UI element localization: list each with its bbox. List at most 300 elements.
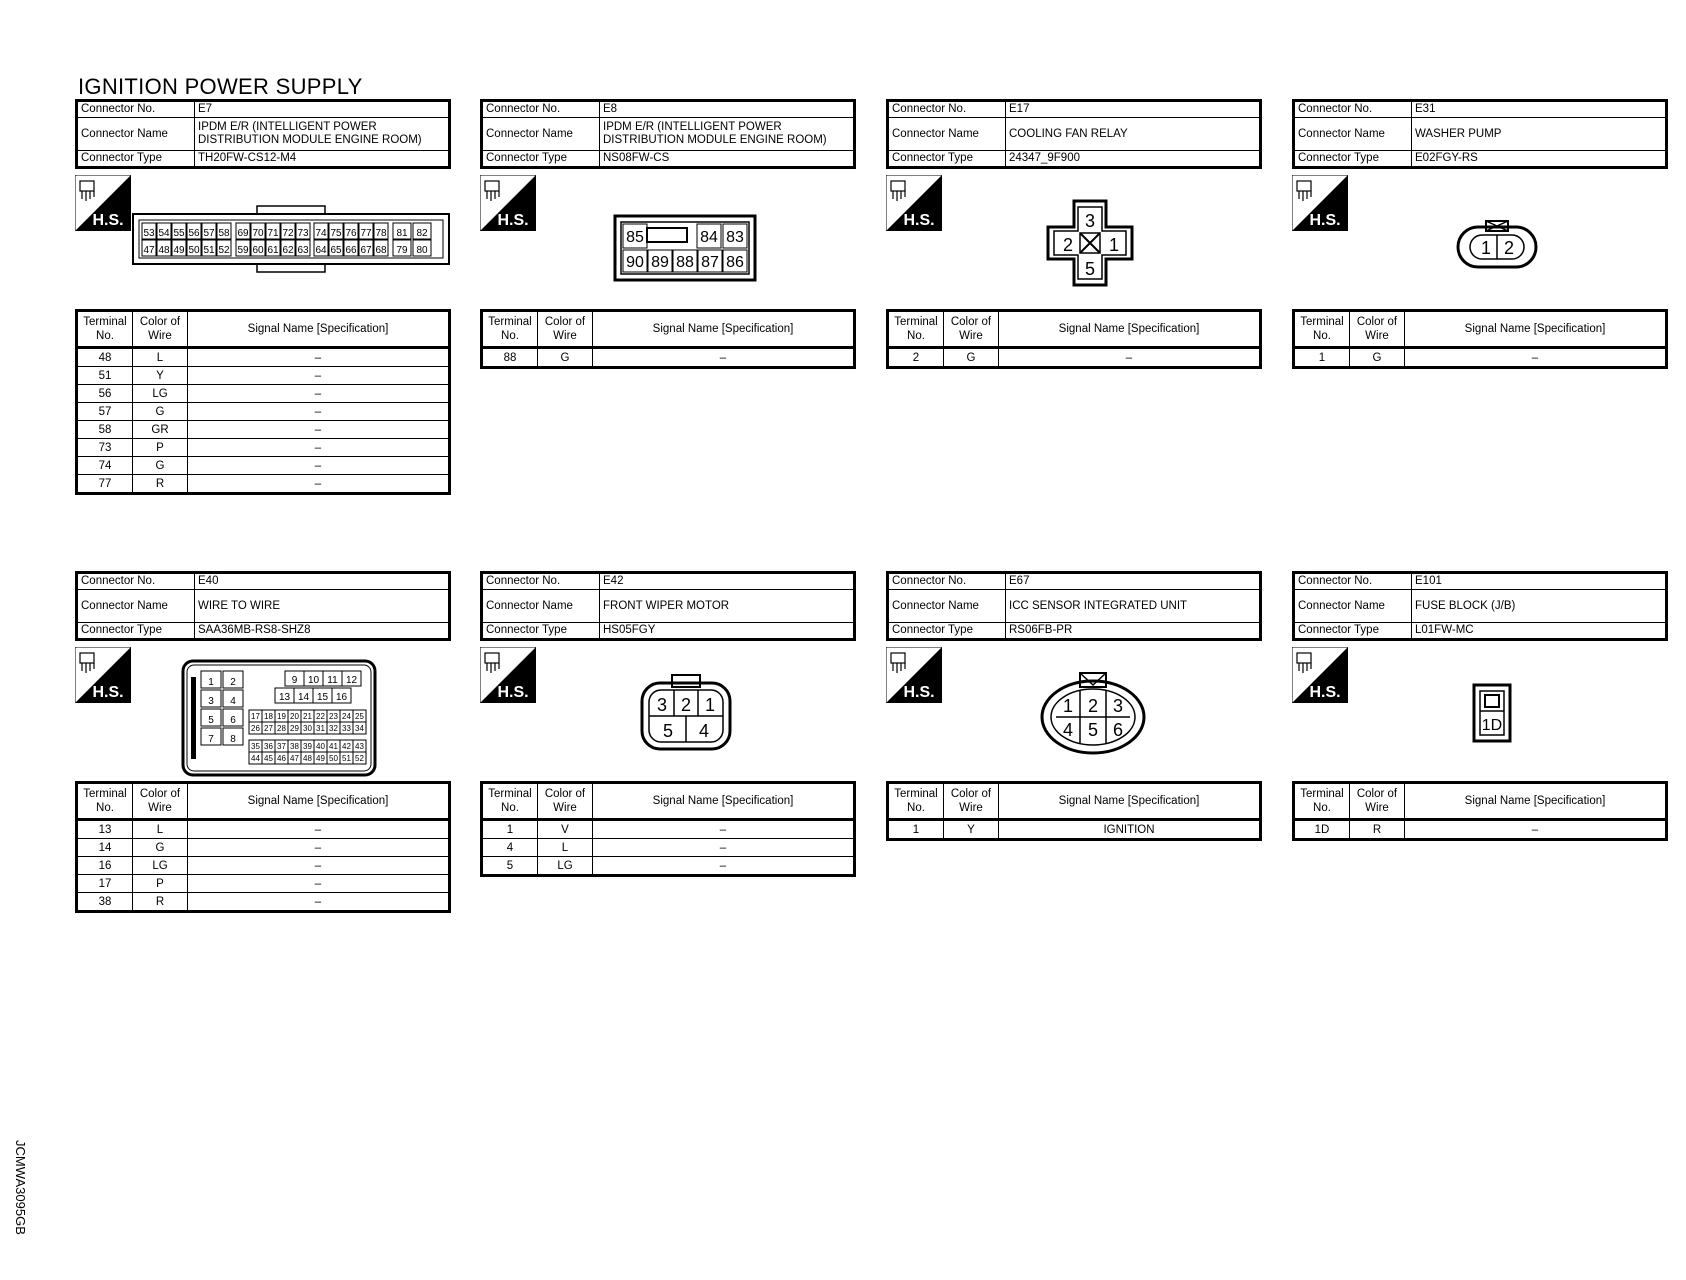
connector-type-label: Connector Type: [77, 151, 195, 168]
connector-no-value: E31: [1412, 101, 1667, 118]
table-row: [77, 348, 450, 367]
pin-label: 1: [1062, 696, 1074, 716]
connector-type-value: TH20FW-CS12-M4: [195, 151, 450, 168]
terminal-signal: –: [188, 439, 450, 457]
table-row: [77, 475, 450, 494]
hs-label: H.S.: [92, 212, 124, 229]
harness-side-icon: [886, 647, 942, 703]
pin-label: 84: [700, 229, 718, 246]
pin-label: 87: [701, 254, 719, 271]
connector-name-value: IPDM E/R (INTELLIGENT POWER DISTRIBUTION MODULE ENGINE ROOM): [600, 118, 855, 151]
connector-name-label: Connector Name: [888, 118, 1006, 151]
connector-type-label: Connector Type: [888, 623, 1006, 640]
pin-label: 56: [188, 228, 200, 239]
pin-label: 1: [1480, 238, 1492, 258]
terminal-no: 77: [77, 475, 133, 494]
pin-label: 68: [375, 245, 387, 256]
harness-side-icon: [886, 175, 942, 231]
hs-label: H.S.: [903, 684, 935, 701]
connector-type-label: Connector Type: [1294, 151, 1412, 168]
connector-type-value: NS08FW-CS: [600, 151, 855, 168]
harness-side-icon: [1292, 175, 1348, 231]
terminal-color: LG: [133, 385, 188, 403]
terminal-table: [1292, 309, 1668, 369]
connector-name-value: COOLING FAN RELAY: [1006, 118, 1261, 151]
signal-header: Signal Name [Specification]: [188, 311, 450, 348]
pin-label: 49: [173, 245, 185, 256]
terminal-signal: –: [1405, 348, 1667, 368]
pin-label: 33: [342, 724, 351, 733]
pin-label: 51: [203, 245, 215, 256]
connector-face-e31: [1456, 219, 1538, 271]
pin-label: 52: [355, 754, 364, 763]
pin-label: 18: [264, 712, 273, 721]
pin-label: 5: [208, 715, 214, 726]
connector-info-table: [886, 99, 1262, 169]
table-row: [77, 367, 450, 385]
terminal-signal: –: [593, 839, 855, 857]
connector-no-value: E7: [195, 101, 450, 118]
harness-side-icon: [1292, 647, 1348, 703]
pin-label: 42: [342, 742, 351, 751]
terminal-signal: –: [593, 348, 855, 368]
signal-header: Signal Name [Specification]: [1405, 311, 1667, 348]
terminal-no: 1: [1294, 348, 1350, 368]
table-row: [482, 839, 855, 857]
color-header: Color of Wire: [538, 311, 593, 348]
pin-label: 41: [329, 742, 338, 751]
table-row: [1294, 820, 1667, 840]
connector-type-value: SAA36MB-RS8-SHZ8: [195, 623, 450, 640]
connector-no-value: E17: [1006, 101, 1261, 118]
pin-label: 3: [1112, 696, 1124, 716]
color-header: Color of Wire: [133, 783, 188, 820]
connector-no-value: E101: [1412, 573, 1667, 590]
pin-label: 47: [143, 245, 155, 256]
terminal-signal: –: [188, 367, 450, 385]
pin-label: 44: [251, 754, 260, 763]
color-header: Color of Wire: [944, 311, 999, 348]
terminal-no: 58: [77, 421, 133, 439]
connector-panel-e101: [1292, 571, 1668, 841]
pin-label: 22: [316, 712, 325, 721]
terminal-no-header: Terminal No.: [77, 311, 133, 348]
pin-label: 37: [277, 742, 286, 751]
pin-label: 10: [307, 675, 320, 686]
pin-label: 62: [282, 245, 294, 256]
terminal-color: G: [133, 403, 188, 421]
terminal-signal: –: [188, 421, 450, 439]
pin-label: 52: [218, 245, 230, 256]
connector-info-table: [1292, 571, 1668, 641]
table-row: [888, 348, 1261, 368]
terminal-signal: –: [593, 820, 855, 839]
pin-label: 25: [355, 712, 364, 721]
connector-type-label: Connector Type: [482, 151, 600, 168]
pin-label: 66: [345, 245, 357, 256]
terminal-no: 1: [482, 820, 538, 839]
color-header: Color of Wire: [944, 783, 999, 820]
connector-type-value: E02FGY-RS: [1412, 151, 1667, 168]
pin-label: 54: [158, 228, 170, 239]
connector-no-label: Connector No.: [888, 573, 1006, 590]
hs-label: H.S.: [497, 684, 529, 701]
hs-label: H.S.: [497, 212, 529, 229]
connector-diagram: [886, 169, 1262, 309]
connector-no-label: Connector No.: [77, 101, 195, 118]
pin-label: 73: [297, 228, 309, 239]
connector-name-label: Connector Name: [1294, 118, 1412, 151]
connector-type-value: L01FW-MC: [1412, 623, 1667, 640]
pin-label: 3: [656, 695, 668, 715]
terminal-color: L: [538, 839, 593, 857]
connector-type-label: Connector Type: [77, 623, 195, 640]
pin-label: 17: [251, 712, 260, 721]
terminal-no: 13: [77, 820, 133, 839]
connector-info-table: [886, 571, 1262, 641]
connector-diagram: [1292, 169, 1668, 309]
terminal-rows: [888, 820, 1261, 840]
pin-label: 39: [303, 742, 312, 751]
terminal-signal: –: [188, 457, 450, 475]
harness-side-icon: [75, 647, 131, 703]
connector-no-label: Connector No.: [482, 101, 600, 118]
terminal-rows: [482, 820, 855, 876]
terminal-table: [886, 781, 1262, 841]
pin-label: 1: [1108, 235, 1120, 255]
connector-no-label: Connector No.: [888, 101, 1006, 118]
terminal-color: R: [133, 893, 188, 912]
connector-name-value: FRONT WIPER MOTOR: [600, 590, 855, 623]
table-row: [482, 820, 855, 839]
connector-type-label: Connector Type: [888, 151, 1006, 168]
connector-panel-e17: [886, 99, 1262, 369]
connector-name-label: Connector Name: [482, 590, 600, 623]
pin-label: 88: [676, 254, 694, 271]
pin-label: 64: [315, 245, 327, 256]
terminal-no: 88: [482, 348, 538, 368]
page-title: IGNITION POWER SUPPLY: [78, 74, 363, 99]
pin-label: 67: [360, 245, 372, 256]
color-header: Color of Wire: [1350, 783, 1405, 820]
pin-label: 1: [704, 695, 716, 715]
terminal-color: G: [133, 839, 188, 857]
terminal-no: 56: [77, 385, 133, 403]
pin-label: 75: [330, 228, 342, 239]
terminal-signal: IGNITION: [999, 820, 1261, 840]
pin-label: 50: [329, 754, 338, 763]
connector-name-label: Connector Name: [1294, 590, 1412, 623]
pin-label: 4: [1062, 720, 1074, 740]
harness-side-icon: [480, 175, 536, 231]
pin-label: 53: [143, 228, 155, 239]
connector-panel-e40: [75, 571, 451, 913]
pin-label: 55: [173, 228, 185, 239]
connector-name-label: Connector Name: [77, 590, 195, 623]
pin-label: 7: [208, 734, 214, 745]
pin-label: 11: [327, 675, 338, 686]
table-row: [77, 421, 450, 439]
connector-name-value: FUSE BLOCK (J/B): [1412, 590, 1667, 623]
connector-name-label: Connector Name: [888, 590, 1006, 623]
hs-label: H.S.: [1309, 684, 1341, 701]
terminal-no: 48: [77, 348, 133, 367]
pin-label: 60: [252, 245, 264, 256]
terminal-signal: –: [999, 348, 1261, 368]
terminal-table: [75, 781, 451, 913]
pin-label: 69: [237, 228, 249, 239]
pin-label: 1: [208, 677, 214, 688]
terminal-color: P: [133, 875, 188, 893]
terminal-no: 2: [888, 348, 944, 368]
pin-label: 61: [267, 245, 279, 256]
pin-label: 82: [416, 228, 428, 239]
pin-label: 1D: [1481, 717, 1503, 734]
connector-diagram: [1292, 641, 1668, 781]
pin-label: 57: [203, 228, 215, 239]
table-row: [482, 348, 855, 368]
terminal-signal: –: [188, 820, 450, 839]
hs-label: H.S.: [903, 212, 935, 229]
pin-label: 78: [375, 228, 387, 239]
drawing-code: JCMWA3095GB: [13, 1140, 28, 1235]
pin-label: 48: [303, 754, 312, 763]
pin-label: 70: [252, 228, 264, 239]
terminal-color: GR: [133, 421, 188, 439]
pin-label: 79: [396, 245, 408, 256]
terminal-color: Y: [944, 820, 999, 840]
pin-label: 58: [218, 228, 230, 239]
terminal-table: [886, 309, 1262, 369]
connector-face-e101: [1472, 683, 1512, 743]
connector-diagram: [75, 641, 451, 781]
terminal-no-header: Terminal No.: [482, 783, 538, 820]
terminal-table: [480, 781, 856, 877]
terminal-no: 1: [888, 820, 944, 840]
pin-label: 47: [290, 754, 299, 763]
pin-label: 3: [208, 696, 214, 707]
pin-label: 83: [726, 229, 744, 246]
terminal-no: 74: [77, 457, 133, 475]
pin-label: 85: [626, 229, 644, 246]
terminal-no: 73: [77, 439, 133, 457]
connector-face-e40: [181, 659, 377, 777]
pin-label: 8: [230, 734, 236, 745]
terminal-table: [480, 309, 856, 369]
terminal-no: 5: [482, 857, 538, 876]
terminal-rows: [77, 348, 450, 494]
pin-label: 34: [355, 724, 364, 733]
pin-label: 23: [329, 712, 338, 721]
connector-info-table: [480, 571, 856, 641]
connector-panel-e42: [480, 571, 856, 877]
connector-no-value: E40: [195, 573, 450, 590]
terminal-color: V: [538, 820, 593, 839]
terminal-no: 14: [77, 839, 133, 857]
signal-header: Signal Name [Specification]: [593, 783, 855, 820]
terminal-rows: [77, 820, 450, 912]
e40-pin-grid: [201, 671, 366, 764]
pin-label: 74: [315, 228, 327, 239]
connector-no-value: E67: [1006, 573, 1261, 590]
terminal-color: L: [133, 820, 188, 839]
pin-label: 13: [278, 692, 291, 703]
pin-label: 2: [680, 695, 692, 715]
terminal-rows: [888, 348, 1261, 368]
terminal-signal: –: [188, 348, 450, 367]
pin-label: 30: [303, 724, 312, 733]
table-row: [77, 857, 450, 875]
pin-label: 36: [264, 742, 273, 751]
pin-label: 5: [1084, 259, 1096, 279]
pin-label: 48: [158, 245, 170, 256]
signal-header: Signal Name [Specification]: [1405, 783, 1667, 820]
connector-type-label: Connector Type: [482, 623, 600, 640]
pin-label: 27: [264, 724, 273, 733]
table-row: [77, 875, 450, 893]
terminal-no: 1D: [1294, 820, 1350, 840]
table-row: [77, 385, 450, 403]
terminal-color: G: [133, 457, 188, 475]
connector-type-value: RS06FB-PR: [1006, 623, 1261, 640]
connector-no-value: E42: [600, 573, 855, 590]
connector-no-value: E8: [600, 101, 855, 118]
terminal-signal: –: [188, 875, 450, 893]
connector-info-table: [1292, 99, 1668, 169]
terminal-color: G: [1350, 348, 1405, 368]
pin-label: 12: [345, 675, 358, 686]
connector-name-value: ICC SENSOR INTEGRATED UNIT: [1006, 590, 1261, 623]
table-row: [77, 439, 450, 457]
pin-label: 50: [188, 245, 200, 256]
connector-diagram: [886, 641, 1262, 781]
terminal-no: 51: [77, 367, 133, 385]
pin-label: 19: [277, 712, 286, 721]
connector-type-value: HS05FGY: [600, 623, 855, 640]
connector-face-e17: [1046, 199, 1134, 287]
terminal-signal: –: [188, 475, 450, 494]
connector-name-value: WASHER PUMP: [1412, 118, 1667, 151]
terminal-no: 57: [77, 403, 133, 421]
pin-label: 65: [330, 245, 342, 256]
pin-label: 45: [264, 754, 273, 763]
pin-label: 51: [342, 754, 351, 763]
connector-diagram: [480, 641, 856, 781]
e7-pin-grid: [142, 223, 431, 256]
pin-label: 46: [277, 754, 286, 763]
signal-header: Signal Name [Specification]: [999, 783, 1261, 820]
connector-name-value: WIRE TO WIRE: [195, 590, 450, 623]
terminal-color: R: [133, 475, 188, 494]
pin-label: 40: [316, 742, 325, 751]
table-row: [77, 839, 450, 857]
connector-face-e7: [131, 204, 451, 276]
connector-face-e42: [640, 673, 732, 753]
terminal-no-header: Terminal No.: [77, 783, 133, 820]
connector-face-e8: [613, 214, 757, 282]
pin-label: 81: [396, 228, 408, 239]
connector-no-label: Connector No.: [482, 573, 600, 590]
terminal-no-header: Terminal No.: [1294, 311, 1350, 348]
hs-label: H.S.: [92, 684, 124, 701]
pin-label: 86: [726, 254, 744, 271]
connector-panel-e7: [75, 99, 451, 495]
color-header: Color of Wire: [133, 311, 188, 348]
pin-label: 49: [316, 754, 325, 763]
terminal-no: 16: [77, 857, 133, 875]
pin-label: 4: [698, 721, 710, 741]
pin-label: 14: [297, 692, 310, 703]
connector-type-label: Connector Type: [1294, 623, 1412, 640]
pin-label: 59: [237, 245, 249, 256]
connector-diagram: [480, 169, 856, 309]
pin-label: 2: [230, 677, 236, 688]
terminal-signal: –: [188, 857, 450, 875]
terminal-signal: –: [188, 385, 450, 403]
pin-label: 63: [297, 245, 309, 256]
terminal-no: 38: [77, 893, 133, 912]
connector-diagram: [75, 169, 451, 309]
pin-label: 20: [290, 712, 299, 721]
pin-label: 2: [1503, 238, 1515, 258]
pin-label: 43: [355, 742, 364, 751]
terminal-no-header: Terminal No.: [888, 783, 944, 820]
pin-label: 2: [1087, 696, 1099, 716]
terminal-color: LG: [133, 857, 188, 875]
signal-header: Signal Name [Specification]: [593, 311, 855, 348]
connector-name-label: Connector Name: [77, 118, 195, 151]
pin-label: 4: [230, 696, 236, 707]
terminal-signal: –: [593, 857, 855, 876]
pin-label: 77: [360, 228, 372, 239]
pin-label: 71: [267, 228, 279, 239]
pin-label: 28: [277, 724, 286, 733]
connector-name-value: IPDM E/R (INTELLIGENT POWER DISTRIBUTION MODULE ENGINE ROOM): [195, 118, 450, 151]
pin-label: 32: [329, 724, 338, 733]
pin-label: 35: [251, 742, 260, 751]
connector-no-label: Connector No.: [77, 573, 195, 590]
terminal-rows: [1294, 820, 1667, 840]
connector-panel-e31: [1292, 99, 1668, 369]
table-row: [1294, 348, 1667, 368]
pin-label: 5: [662, 721, 674, 741]
connector-info-table: [75, 99, 451, 169]
pin-label: 72: [282, 228, 294, 239]
terminal-no-header: Terminal No.: [888, 311, 944, 348]
connector-info-table: [75, 571, 451, 641]
terminal-signal: –: [188, 839, 450, 857]
terminal-rows: [1294, 348, 1667, 368]
terminal-table: [75, 309, 451, 495]
connector-name-label: Connector Name: [482, 118, 600, 151]
pin-label: 24: [342, 712, 351, 721]
terminal-signal: –: [1405, 820, 1667, 840]
connector-face-e67: [1040, 671, 1146, 755]
table-row: [77, 403, 450, 421]
terminal-signal: –: [188, 403, 450, 421]
pin-label: 26: [251, 724, 260, 733]
terminal-color: G: [944, 348, 999, 368]
pin-label: 38: [290, 742, 299, 751]
terminal-signal: –: [188, 893, 450, 912]
terminal-no-header: Terminal No.: [1294, 783, 1350, 820]
connector-panel-e67: [886, 571, 1262, 841]
signal-header: Signal Name [Specification]: [999, 311, 1261, 348]
harness-side-icon: [75, 175, 131, 231]
terminal-table: [1292, 781, 1668, 841]
table-row: [888, 820, 1261, 840]
terminal-color: P: [133, 439, 188, 457]
